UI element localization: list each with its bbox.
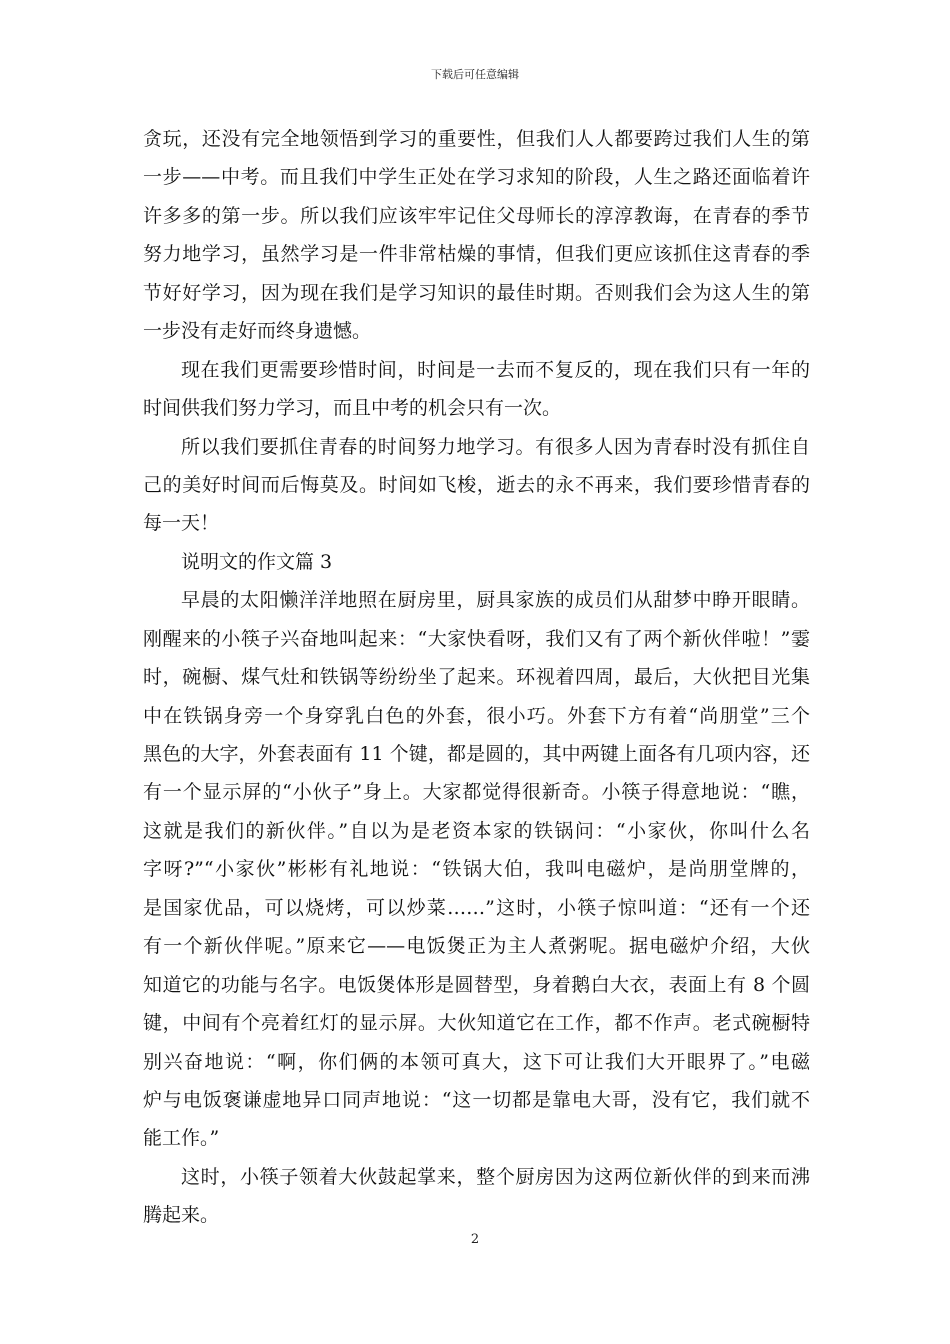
text-line: 键，中间有个亮着红灯的显示屏。大伙知道它在工作，都不作声。老式碗橱特 — [143, 1012, 810, 1035]
paragraph-5 — [143, 1158, 810, 1235]
text-line: 这就是我们的新伙伴。”自以为是老资本家的铁锅问：“小家伙，你叫什么名 — [143, 819, 810, 842]
text-line: 所以我们要抓住青春的时间努力地学习。有很多人因为青春时没有抓住自 — [181, 435, 810, 458]
text-line: 炉与电饭褒谦虚地异口同声地说：“这一切都是靠电大哥，没有它，我们就不 — [143, 1088, 810, 1111]
paragraph-3 — [143, 428, 810, 543]
paragraph-4 — [143, 581, 810, 1158]
text-line: 中在铁锅身旁一个身穿乳白色的外套，很小巧。外套下方有着“尚朋堂”三个 — [143, 704, 810, 727]
text-line: 字呀?”“小家伙”彬彬有礼地说：“铁锅大伯，我叫电磁炉，是尚朋堂牌的， — [143, 858, 810, 881]
text-line: 己的美好时间而后悔莫及。时间如飞梭，逝去的永不再来，我们要珍惜青春的 — [143, 473, 810, 496]
text-line: 别兴奋地说：“啊，你们俩的本领可真大，这下可让我们大开眼界了。”电磁 — [143, 1050, 810, 1073]
text-line: 腾起来。 — [143, 1204, 220, 1227]
section-heading: 说明文的作文篇 3 — [181, 550, 333, 573]
text-line: 许多多的第一步。所以我们应该牢牢记住父母师长的淳淳教诲，在青春的季节 — [143, 204, 810, 227]
text-line: 一步——中考。而且我们中学生正处在学习求知的阶段，人生之路还面临着许 — [143, 166, 810, 189]
paragraph-1 — [143, 120, 810, 351]
text-line: 这时，小筷子领着大伙鼓起掌来，整个厨房因为这两位新伙伴的到来而沸 — [181, 1165, 810, 1188]
text-line: 时间供我们努力学习，而且中考的机会只有一次。 — [143, 397, 562, 420]
text-line: 时，碗橱、煤气灶和铁锅等纷纷坐了起来。环视着四周，最后，大伙把目光集 — [143, 666, 810, 689]
text-line: 黑色的大字，外套表面有 11 个键，都是圆的，其中两键上面各有几项内容，还 — [143, 743, 810, 765]
page-number: 2 — [470, 1232, 480, 1247]
text-line: 节好好学习，因为现在我们是学习知识的最佳时期。否则我们会为这人生的第 — [143, 281, 810, 304]
text-line: 知道它的功能与名字。电饭煲体形是圆替型，身着鹅白大衣，表面上有 8 个圆 — [143, 973, 810, 996]
text-line: 刚醒来的小筷子兴奋地叫起来：“大家快看呀，我们又有了两个新伙伴啦！”霎 — [143, 627, 810, 650]
document-body — [143, 120, 810, 1235]
page-header: 下载后可任意编辑 — [431, 68, 519, 81]
text-line: 努力地学习，虽然学习是一件非常枯燥的事情，但我们更应该抓住这青春的季 — [143, 243, 810, 266]
text-line: 一步没有走好而终身遗憾。 — [143, 320, 372, 343]
text-line: 是国家优品，可以烧烤，可以炒菜……”这时，小筷子惊叫道：“还有一个还 — [143, 896, 810, 919]
paragraph-2 — [143, 351, 810, 428]
text-line: 贪玩，还没有完全地领悟到学习的重要性，但我们人人都要跨过我们人生的第 — [143, 128, 810, 150]
text-line: 每一天！ — [143, 512, 220, 535]
text-line: 有一个显示屏的“小伙子”身上。大家都觉得很新奇。小筷子得意地说：“瞧， — [143, 781, 810, 804]
text-line: 能工作。” — [143, 1127, 220, 1150]
text-line: 现在我们更需要珍惜时间，时间是一去而不复反的，现在我们只有一年的 — [181, 358, 810, 381]
text-line: 早晨的太阳懒洋洋地照在厨房里，厨具家族的成员们从甜梦中睁开眼睛。 — [181, 589, 810, 612]
text-line: 有一个新伙伴呢。”原来它——电饭煲正为主人煮粥呢。据电磁炉介绍，大伙 — [143, 935, 810, 958]
